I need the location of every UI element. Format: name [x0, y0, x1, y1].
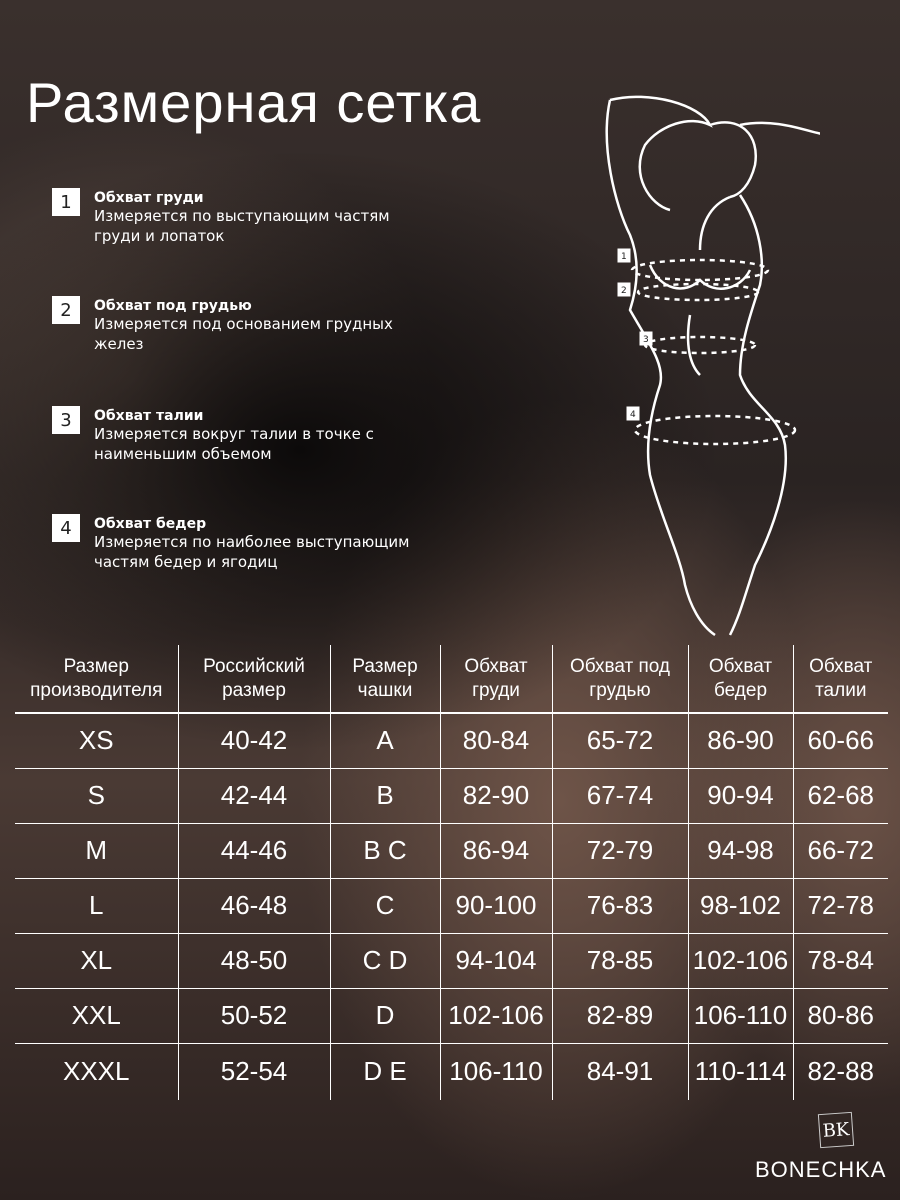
table-cell: 90-100 [440, 878, 552, 933]
table-cell: 82-90 [440, 768, 552, 823]
column-header: Размер производителя [15, 645, 178, 713]
table-cell: 82-88 [793, 1043, 888, 1100]
table-row [15, 713, 888, 768]
measurement-title: Обхват груди [94, 190, 204, 206]
table-cell: D E [330, 1043, 440, 1100]
measurement-number: 2 [52, 296, 80, 324]
measurement-description: Измеряется под основанием грудных желез [94, 315, 393, 353]
measurement-item [52, 516, 424, 572]
table-row [15, 878, 888, 933]
table-cell: 62-68 [793, 768, 888, 823]
measurement-description: Измеряется по выступающим частям груди и лопаток [94, 207, 390, 245]
brand-name: BONECHKA [755, 1157, 887, 1182]
page-title: Размерная сетка [26, 71, 482, 134]
table-cell: D [330, 988, 440, 1043]
column-header: Обхват талии [793, 645, 888, 713]
table-cell: 80-84 [440, 713, 552, 768]
table-cell: 106-110 [688, 988, 793, 1043]
table-cell: 82-89 [552, 988, 688, 1043]
measurement-number: 3 [52, 406, 80, 434]
column-header: Обхват груди [440, 645, 552, 713]
brand-monogram: BK [818, 1112, 854, 1148]
table-cell: C [330, 878, 440, 933]
table-row [15, 988, 888, 1043]
measurement-title: Обхват под грудью [94, 298, 252, 314]
measurement-number: 1 [52, 188, 80, 216]
figure-label-1: 1 [621, 252, 627, 262]
body-silhouette-illustration [590, 85, 820, 640]
measurement-description: Измеряется вокруг талии в точке с наименьшим объемом [94, 425, 374, 463]
table-cell: B [330, 768, 440, 823]
table-cell: 42-44 [178, 768, 330, 823]
table-cell: XXXL [15, 1043, 178, 1100]
column-header: Размер чашки [330, 645, 440, 713]
table-cell: 90-94 [688, 768, 793, 823]
table-cell: 94-98 [688, 823, 793, 878]
table-cell: A [330, 713, 440, 768]
table-cell: 60-66 [793, 713, 888, 768]
measurement-number: 4 [52, 514, 80, 542]
table-cell: 102-106 [688, 933, 793, 988]
table-cell: 78-84 [793, 933, 888, 988]
table-row [15, 933, 888, 988]
table-cell: 102-106 [440, 988, 552, 1043]
table-cell: B C [330, 823, 440, 878]
table-cell: L [15, 878, 178, 933]
figure-label-3: 3 [643, 335, 649, 345]
brand-logo [755, 1113, 887, 1183]
table-cell: C D [330, 933, 440, 988]
table-cell: 67-74 [552, 768, 688, 823]
table-cell: 106-110 [440, 1043, 552, 1100]
measurement-item [52, 298, 424, 354]
table-cell: 72-79 [552, 823, 688, 878]
table-cell: 40-42 [178, 713, 330, 768]
table-cell: 66-72 [793, 823, 888, 878]
table-cell: 76-83 [552, 878, 688, 933]
measurement-item [52, 408, 424, 464]
table-cell: S [15, 768, 178, 823]
table-cell: XS [78, 725, 114, 756]
column-header: Обхват бедер [688, 645, 793, 713]
table-cell: 52-54 [178, 1043, 330, 1100]
table-cell: 86-94 [440, 823, 552, 878]
measurement-item [52, 190, 424, 246]
table-cell: XL [15, 933, 178, 988]
table-cell: 46-48 [178, 878, 330, 933]
table-cell: 86-90 [688, 713, 793, 768]
table-cell: 98-102 [688, 878, 793, 933]
table-cell: 110-114 [688, 1043, 793, 1100]
table-cell: 72-78 [793, 878, 888, 933]
table-row [15, 823, 888, 878]
figure-label-2: 2 [621, 286, 627, 296]
figure-label-4: 4 [630, 410, 636, 420]
table-cell: M [15, 823, 178, 878]
column-header: Российский размер [178, 645, 330, 713]
measurement-title: Обхват бедер [94, 516, 207, 532]
column-header: Обхват под грудью [552, 645, 688, 713]
table-cell: 94-104 [440, 933, 552, 988]
size-table [15, 645, 888, 1100]
table-cell: 78-85 [552, 933, 688, 988]
table-cell: 48-50 [178, 933, 330, 988]
table-cell: 84-91 [552, 1043, 688, 1100]
table-cell: 50-52 [178, 988, 330, 1043]
table-cell: 80-86 [793, 988, 888, 1043]
table-cell: 65-72 [552, 713, 688, 768]
measurement-title: Обхват талии [94, 408, 204, 424]
table-row [15, 768, 888, 823]
table-row [15, 1043, 888, 1100]
table-cell: XXL [15, 988, 178, 1043]
measurement-description: Измеряется по наиболее выступающим частям бедер и ягодиц [94, 533, 410, 571]
table-cell: 44-46 [178, 823, 330, 878]
